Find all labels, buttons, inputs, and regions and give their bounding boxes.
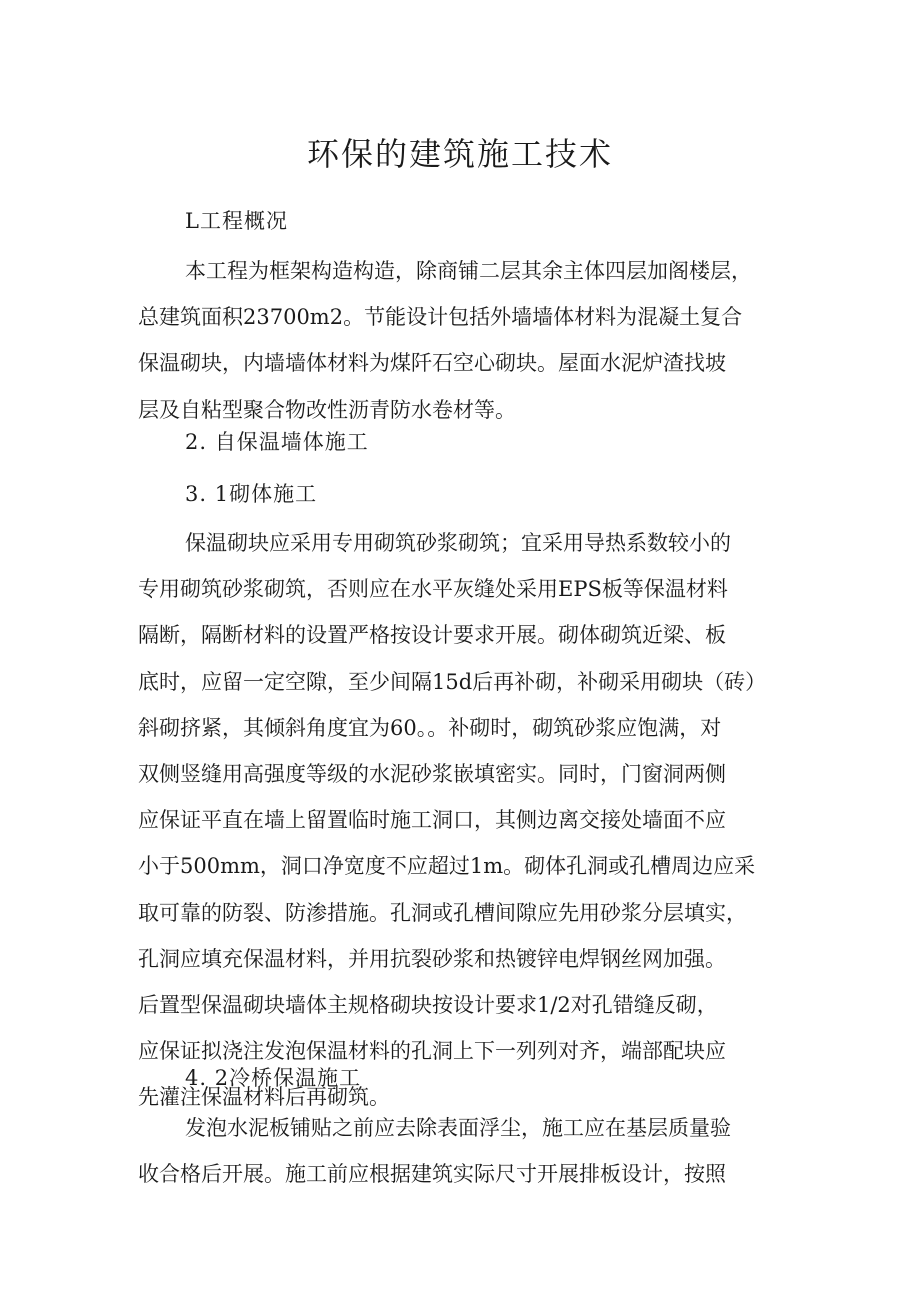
- paragraph-line: 保温砌块应采用专用砌筑砂浆砌筑；宜采用导热系数较小的: [185, 531, 731, 555]
- paragraph-line: 应保证拟浇注发泡保温材料的孔洞上下一列列对齐，端部配块应: [138, 1039, 726, 1064]
- paragraph-line: 发泡水泥板铺贴之前应去除表面浮尘，施工应在基层质量验: [185, 1116, 731, 1140]
- paragraph-line: 小于500mm，洞口净宽度不应超过1m。砌体孔洞或孔槽周边应采: [138, 854, 756, 879]
- paragraph-line: 底时，应留一定空隙，至少间隔15d后再补砌，补砌采用砌块（砖）: [138, 669, 767, 694]
- section-heading-wall: 2. 自保温墙体施工: [185, 430, 369, 454]
- paragraph-line: 收合格后开展。施工前应根据建筑实际尺寸开展排板设计，按照: [138, 1162, 726, 1187]
- section-heading-overview: L工程概况: [185, 209, 288, 233]
- section-heading-masonry: 3. 1砌体施工: [185, 482, 318, 506]
- paragraph-line: 层及自粘型聚合物改性沥青防水卷材等。: [138, 397, 516, 422]
- paragraph-line: 隔断，隔断材料的设置严格按设计要求开展。砌体砌筑近梁、板: [138, 623, 726, 648]
- section-heading-cold-bridge: 4. 2冷桥保温施工: [185, 1066, 362, 1090]
- document-title: 环保的建筑施工技术: [306, 135, 613, 173]
- paragraph-line: 应保证平直在墙上留置临时施工洞口，其侧边离交接处墙面不应: [138, 808, 726, 833]
- paragraph-cold-bridge: [138, 1105, 790, 1197]
- paragraph-line: 专用砌筑砂浆砌筑，否则应在水平灰缝处采用EPS板等保温材料: [138, 577, 728, 602]
- paragraph-line: 后置型保温砌块墙体主规格砌块按设计要求1/2对孔错缝反砌，: [138, 993, 718, 1018]
- paragraph-line: 先灌注保温材料后再砌筑。: [138, 1085, 390, 1110]
- paragraph-line: 本工程为框架构造构造，除商铺二层其余主体四层加阁楼层，: [185, 259, 752, 283]
- paragraph-line: 取可靠的防裂、防渗措施。孔洞或孔槽间隙应先用砂浆分层填实，: [138, 900, 747, 925]
- paragraph-line: 孔洞应填充保温材料，并用抗裂砂浆和热镀锌电焊钢丝网加强。: [138, 946, 726, 971]
- paragraph-line: 斜砌挤紧，其倾斜角度宜为60。。补砌时，砌筑砂浆应饱满，对: [138, 715, 722, 740]
- paragraph-overview: [138, 248, 790, 433]
- paragraph-line: 双侧竖缝用高强度等级的水泥砂浆嵌填密实。同时，门窗洞两侧: [138, 762, 726, 787]
- paragraph-masonry: [138, 520, 790, 1121]
- paragraph-line: 总建筑面积23700m2。节能设计包括外墙墙体材料为混凝土复合: [138, 305, 743, 330]
- paragraph-line: 保温砌块，内墙墙体材料为煤阡石空心砌块。屋面水泥炉渣找坡: [138, 351, 726, 376]
